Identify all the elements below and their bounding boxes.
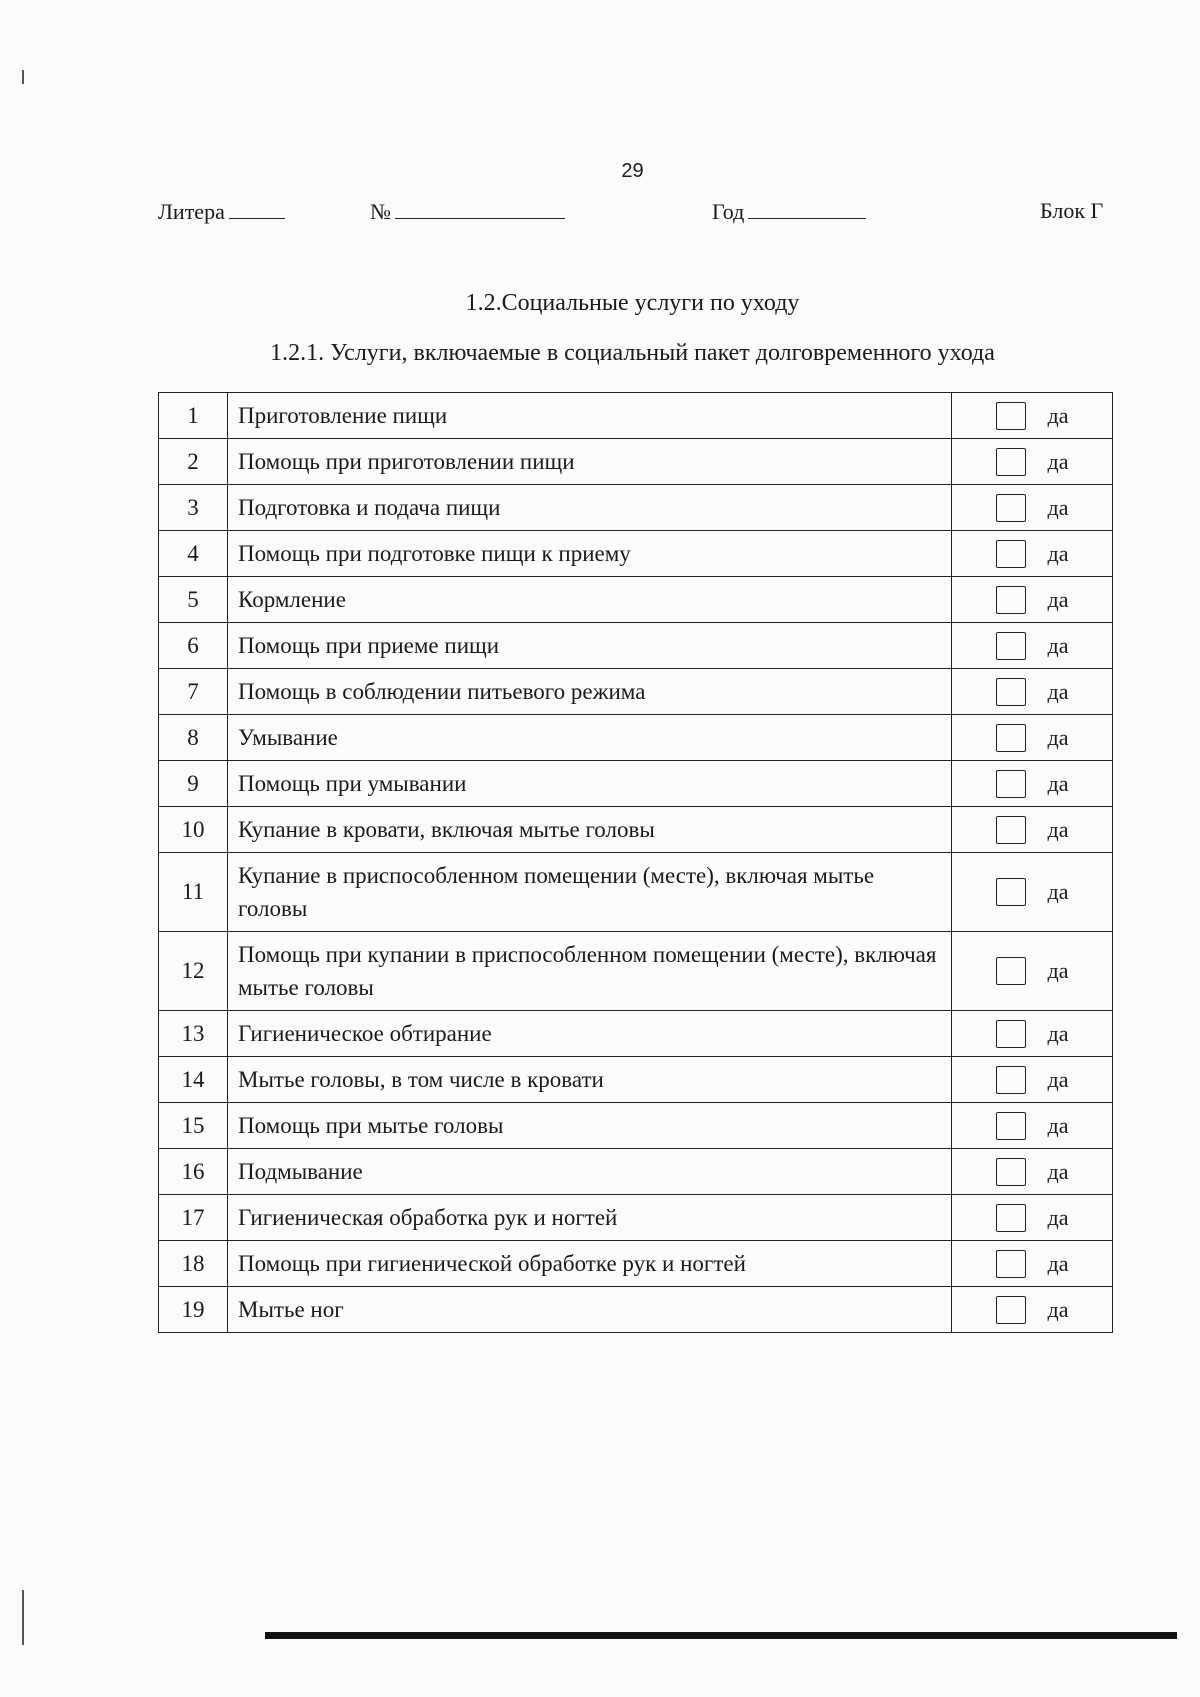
option-cell bbox=[952, 1103, 1113, 1149]
table-row bbox=[159, 1011, 1113, 1057]
service-name: Гигиеническая обработка рук и ногтей bbox=[228, 1195, 952, 1241]
option-group bbox=[952, 1020, 1112, 1048]
row-number: 14 bbox=[159, 1057, 228, 1103]
option-cell bbox=[952, 1011, 1113, 1057]
option-cell bbox=[952, 485, 1113, 531]
option-group bbox=[952, 878, 1112, 906]
table-row bbox=[159, 531, 1113, 577]
year-label: Год bbox=[712, 199, 745, 224]
option-cell bbox=[952, 669, 1113, 715]
yes-label: да bbox=[1047, 1158, 1069, 1184]
yes-label: да bbox=[1047, 724, 1069, 750]
row-number: 16 bbox=[159, 1149, 228, 1195]
service-name: Умывание bbox=[228, 715, 952, 761]
section-title: 1.2.Социальные услуги по уходу bbox=[465, 290, 800, 316]
service-name: Приготовление пищи bbox=[228, 393, 952, 439]
row-number: 2 bbox=[159, 439, 228, 485]
option-cell bbox=[952, 531, 1113, 577]
yes-checkbox[interactable] bbox=[996, 448, 1026, 476]
service-name: Помощь при приеме пищи bbox=[228, 623, 952, 669]
row-number: 8 bbox=[159, 715, 228, 761]
option-group bbox=[952, 678, 1112, 706]
option-cell bbox=[952, 1195, 1113, 1241]
row-number: 17 bbox=[159, 1195, 228, 1241]
row-number: 7 bbox=[159, 669, 228, 715]
service-name: Помощь при мытье головы bbox=[228, 1103, 952, 1149]
margin-mark bbox=[22, 1590, 24, 1645]
service-name: Подготовка и подача пищи bbox=[228, 485, 952, 531]
option-group bbox=[952, 1296, 1112, 1324]
table-row bbox=[159, 1287, 1113, 1333]
option-cell bbox=[952, 932, 1113, 1011]
page-number: 29 bbox=[621, 160, 644, 182]
option-cell bbox=[952, 623, 1113, 669]
option-group bbox=[952, 402, 1112, 430]
yes-label: да bbox=[1047, 678, 1069, 704]
option-group bbox=[952, 586, 1112, 614]
row-number: 6 bbox=[159, 623, 228, 669]
table-row bbox=[159, 1241, 1113, 1287]
litera-label: Литера bbox=[158, 199, 225, 224]
table-row bbox=[159, 669, 1113, 715]
yes-checkbox[interactable] bbox=[996, 1066, 1026, 1094]
service-name: Мытье головы, в том числе в кровати bbox=[228, 1057, 952, 1103]
service-name: Помощь при подготовке пищи к приему bbox=[228, 531, 952, 577]
number-field bbox=[370, 198, 565, 225]
table-row bbox=[159, 761, 1113, 807]
yes-label: да bbox=[1047, 770, 1069, 796]
yes-checkbox[interactable] bbox=[996, 770, 1026, 798]
yes-label: да bbox=[1047, 402, 1069, 428]
services-table-body bbox=[159, 393, 1113, 1333]
year-blank[interactable] bbox=[748, 198, 866, 219]
yes-checkbox[interactable] bbox=[996, 1112, 1026, 1140]
row-number: 5 bbox=[159, 577, 228, 623]
number-label: № bbox=[370, 199, 391, 224]
yes-label: да bbox=[1047, 632, 1069, 658]
yes-checkbox[interactable] bbox=[996, 632, 1026, 660]
option-cell bbox=[952, 1241, 1113, 1287]
row-number: 11 bbox=[159, 853, 228, 932]
table-row bbox=[159, 1057, 1113, 1103]
row-number: 18 bbox=[159, 1241, 228, 1287]
table-row bbox=[159, 577, 1113, 623]
yes-label: да bbox=[1047, 879, 1069, 904]
table-row bbox=[159, 1195, 1113, 1241]
option-group bbox=[952, 1066, 1112, 1094]
option-cell bbox=[952, 577, 1113, 623]
option-group bbox=[952, 724, 1112, 752]
number-blank[interactable] bbox=[395, 198, 565, 219]
service-name: Помощь при приготовлении пищи bbox=[228, 439, 952, 485]
yes-label: да bbox=[1047, 448, 1069, 474]
option-cell bbox=[952, 761, 1113, 807]
yes-checkbox[interactable] bbox=[996, 878, 1026, 906]
yes-label: да bbox=[1047, 1020, 1069, 1046]
option-cell bbox=[952, 1287, 1113, 1333]
option-group bbox=[952, 957, 1112, 985]
table-row bbox=[159, 932, 1113, 1011]
yes-label: да bbox=[1047, 1204, 1069, 1230]
table-row bbox=[159, 1149, 1113, 1195]
service-name: Подмывание bbox=[228, 1149, 952, 1195]
yes-checkbox[interactable] bbox=[996, 957, 1026, 985]
option-cell bbox=[952, 1149, 1113, 1195]
yes-label: да bbox=[1047, 816, 1069, 842]
yes-checkbox[interactable] bbox=[996, 586, 1026, 614]
option-group bbox=[952, 540, 1112, 568]
services-table bbox=[158, 392, 1113, 1333]
option-cell bbox=[952, 1057, 1113, 1103]
option-group bbox=[952, 1112, 1112, 1140]
block-label: Блок Г bbox=[1040, 198, 1104, 223]
yes-label: да bbox=[1047, 540, 1069, 566]
margin-mark bbox=[22, 70, 24, 84]
yes-label: да bbox=[1047, 1250, 1069, 1276]
option-cell bbox=[952, 807, 1113, 853]
option-group bbox=[952, 1158, 1112, 1186]
option-group bbox=[952, 1204, 1112, 1232]
row-number: 15 bbox=[159, 1103, 228, 1149]
option-cell bbox=[952, 715, 1113, 761]
service-name: Помощь при купании в приспособленном помещении (месте), включая мытье головы bbox=[228, 932, 952, 1011]
service-name: Кормление bbox=[228, 577, 952, 623]
option-cell bbox=[952, 393, 1113, 439]
option-group bbox=[952, 1250, 1112, 1278]
table-row bbox=[159, 439, 1113, 485]
yes-checkbox[interactable] bbox=[996, 1020, 1026, 1048]
service-name: Купание в кровати, включая мытье головы bbox=[228, 807, 952, 853]
row-number: 1 bbox=[159, 393, 228, 439]
service-name: Помощь в соблюдении питьевого режима bbox=[228, 669, 952, 715]
yes-checkbox[interactable] bbox=[996, 1158, 1026, 1186]
option-group bbox=[952, 816, 1112, 844]
table-row bbox=[159, 1103, 1113, 1149]
service-name: Гигиеническое обтирание bbox=[228, 1011, 952, 1057]
row-number: 19 bbox=[159, 1287, 228, 1333]
table-row bbox=[159, 807, 1113, 853]
yes-checkbox[interactable] bbox=[996, 1204, 1026, 1232]
row-number: 12 bbox=[159, 932, 228, 1011]
table-row bbox=[159, 853, 1113, 932]
table-row bbox=[159, 393, 1113, 439]
option-group bbox=[952, 770, 1112, 798]
yes-label: да bbox=[1047, 1112, 1069, 1138]
row-number: 13 bbox=[159, 1011, 228, 1057]
yes-checkbox[interactable] bbox=[996, 724, 1026, 752]
option-cell bbox=[952, 439, 1113, 485]
yes-checkbox[interactable] bbox=[996, 678, 1026, 706]
option-group bbox=[952, 494, 1112, 522]
row-number: 4 bbox=[159, 531, 228, 577]
bottom-rule bbox=[265, 1632, 1177, 1639]
option-cell bbox=[952, 853, 1113, 932]
service-name: Помощь при гигиенической обработке рук и ногтей bbox=[228, 1241, 952, 1287]
table-row bbox=[159, 485, 1113, 531]
table-row bbox=[159, 715, 1113, 761]
row-number: 9 bbox=[159, 761, 228, 807]
litera-field bbox=[158, 198, 285, 225]
yes-checkbox[interactable] bbox=[996, 494, 1026, 522]
subsection-title: 1.2.1. Услуги, включаемые в социальный пакет долговременного ухода bbox=[270, 340, 995, 366]
service-name: Купание в приспособленном помещении (месте), включая мытье головы bbox=[228, 853, 952, 932]
yes-checkbox[interactable] bbox=[996, 402, 1026, 430]
yes-checkbox[interactable] bbox=[996, 540, 1026, 568]
year-field bbox=[712, 198, 866, 225]
service-name: Мытье ног bbox=[228, 1287, 952, 1333]
yes-label: да bbox=[1047, 958, 1069, 983]
row-number: 10 bbox=[159, 807, 228, 853]
yes-label: да bbox=[1047, 586, 1069, 612]
option-group bbox=[952, 632, 1112, 660]
yes-label: да bbox=[1047, 1296, 1069, 1322]
row-number: 3 bbox=[159, 485, 228, 531]
litera-blank[interactable] bbox=[229, 198, 285, 219]
yes-checkbox[interactable] bbox=[996, 1250, 1026, 1278]
yes-checkbox[interactable] bbox=[996, 1296, 1026, 1324]
yes-checkbox[interactable] bbox=[996, 816, 1026, 844]
yes-label: да bbox=[1047, 494, 1069, 520]
yes-label: да bbox=[1047, 1066, 1069, 1092]
table-row bbox=[159, 623, 1113, 669]
option-group bbox=[952, 448, 1112, 476]
service-name: Помощь при умывании bbox=[228, 761, 952, 807]
